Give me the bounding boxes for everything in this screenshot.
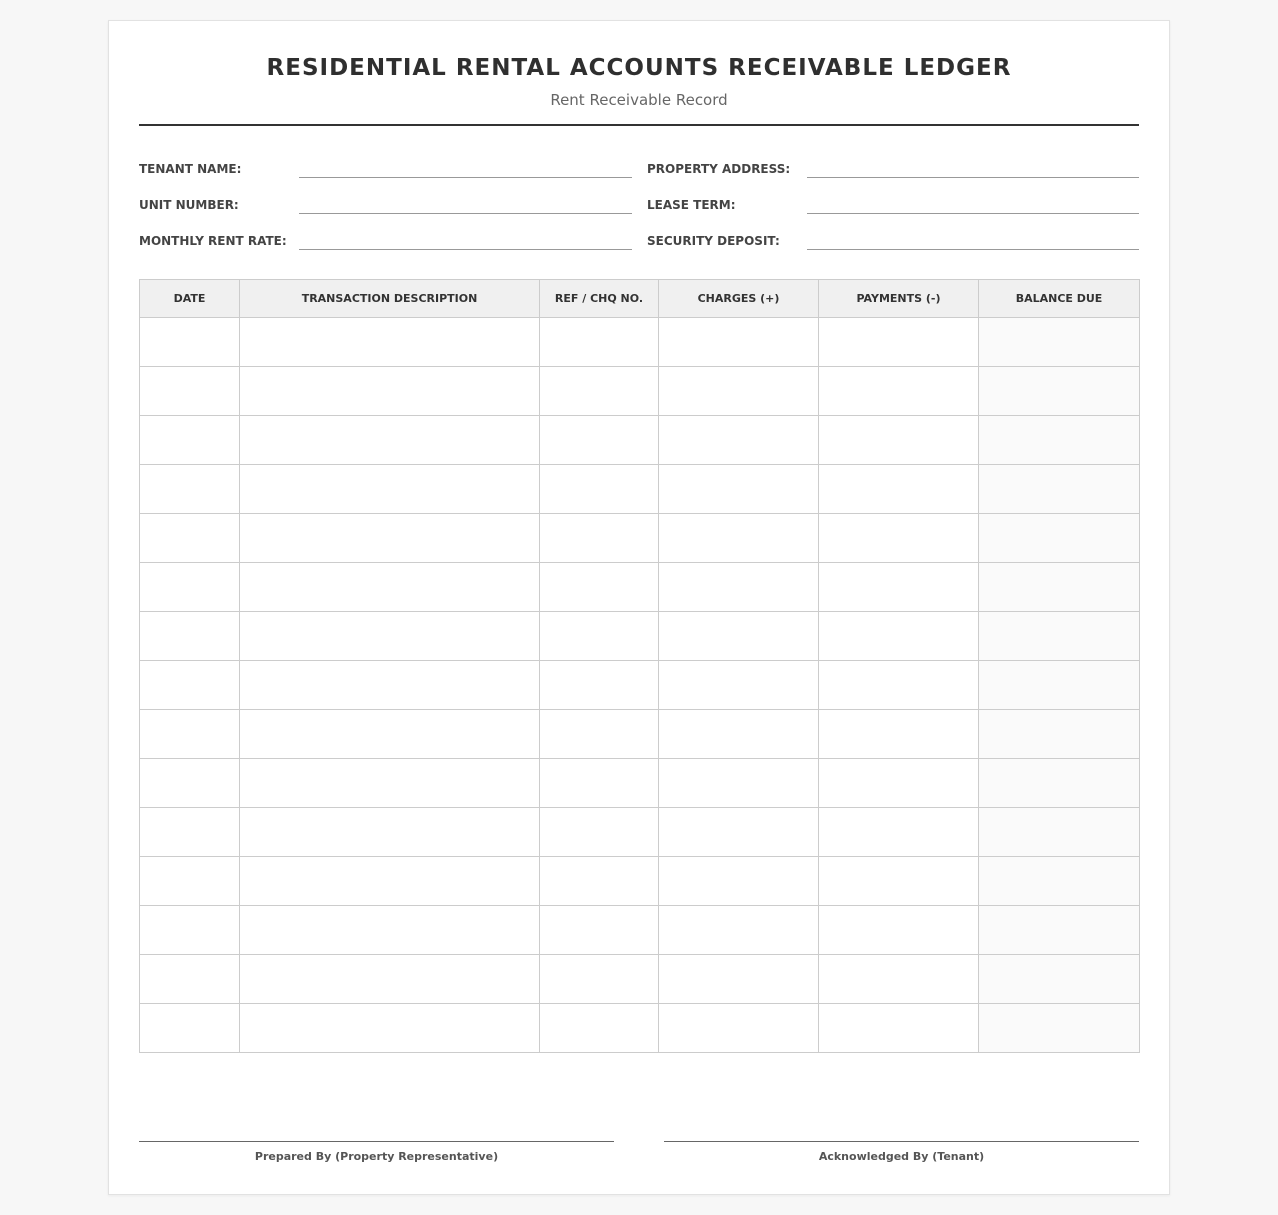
table-row [140,612,1140,661]
payments-cell[interactable] [819,318,979,367]
payments-cell[interactable] [819,955,979,1004]
ledger-table [139,279,1140,1053]
tenant-name-label: TENANT NAME: [139,162,242,176]
description-cell[interactable] [240,514,540,563]
monthly-rent-rate-label: MONTHLY RENT RATE: [139,234,287,248]
charges-cell[interactable] [659,318,819,367]
column-header-description: TRANSACTION DESCRIPTION [240,280,540,318]
balance-cell[interactable] [979,661,1140,710]
charges-cell[interactable] [659,416,819,465]
field-row [139,195,1139,231]
charges-cell[interactable] [659,906,819,955]
description-cell[interactable] [240,367,540,416]
description-cell[interactable] [240,808,540,857]
charges-cell[interactable] [659,612,819,661]
ref-cell[interactable] [540,955,659,1004]
table-row [140,661,1140,710]
unit-number-label: UNIT NUMBER: [139,198,239,212]
charges-cell[interactable] [659,465,819,514]
balance-cell[interactable] [979,955,1140,1004]
payments-cell[interactable] [819,1004,979,1053]
property-address-label: PROPERTY ADDRESS: [647,162,791,176]
date-cell[interactable] [140,465,240,514]
charges-cell[interactable] [659,759,819,808]
ref-cell[interactable] [540,367,659,416]
payments-cell[interactable] [819,465,979,514]
date-cell[interactable] [140,318,240,367]
column-header-date: DATE [140,280,240,318]
ref-cell[interactable] [540,710,659,759]
date-cell[interactable] [140,759,240,808]
charges-cell[interactable] [659,1004,819,1053]
table-row [140,808,1140,857]
ref-cell[interactable] [540,514,659,563]
balance-cell[interactable] [979,759,1140,808]
description-cell[interactable] [240,1004,540,1053]
page-title: RESIDENTIAL RENTAL ACCOUNTS RECEIVABLE LEDGER [266,55,1012,81]
table-row [140,710,1140,759]
ref-cell[interactable] [540,759,659,808]
table-row [140,759,1140,808]
date-cell[interactable] [140,955,240,1004]
table-row [140,514,1140,563]
table-row [140,857,1140,906]
date-cell[interactable] [140,367,240,416]
date-cell[interactable] [140,612,240,661]
table-header-row [140,280,1140,318]
payments-cell[interactable] [819,857,979,906]
field-row [139,159,1139,195]
ref-cell[interactable] [540,563,659,612]
balance-cell[interactable] [979,318,1140,367]
signature-section [139,1141,1139,1171]
ref-cell[interactable] [540,465,659,514]
balance-cell[interactable] [979,465,1140,514]
description-cell[interactable] [240,465,540,514]
charges-cell[interactable] [659,808,819,857]
charges-cell[interactable] [659,514,819,563]
date-cell[interactable] [140,661,240,710]
charges-cell[interactable] [659,367,819,416]
lease-term-field[interactable] [807,213,1139,214]
date-cell[interactable] [140,906,240,955]
ref-cell[interactable] [540,1004,659,1053]
tenant-name-field[interactable] [299,177,632,178]
balance-cell[interactable] [979,808,1140,857]
payments-cell[interactable] [819,906,979,955]
payments-cell[interactable] [819,710,979,759]
security-deposit-label: SECURITY DEPOSIT: [647,234,780,248]
balance-cell[interactable] [979,367,1140,416]
lease-term-label: LEASE TERM: [647,198,736,212]
balance-cell[interactable] [979,906,1140,955]
description-cell[interactable] [240,612,540,661]
table-row [140,906,1140,955]
payments-cell[interactable] [819,759,979,808]
table-row [140,465,1140,514]
payments-cell[interactable] [819,661,979,710]
payments-cell[interactable] [819,612,979,661]
ref-cell[interactable] [540,318,659,367]
ref-cell[interactable] [540,906,659,955]
table-row [140,563,1140,612]
description-cell[interactable] [240,710,540,759]
balance-cell[interactable] [979,563,1140,612]
monthly-rent-rate-field[interactable] [299,249,632,250]
balance-cell[interactable] [979,612,1140,661]
column-header-payments: PAYMENTS (-) [819,280,979,318]
table-row [140,1004,1140,1053]
description-cell[interactable] [240,563,540,612]
unit-number-field[interactable] [299,213,632,214]
description-cell[interactable] [240,661,540,710]
payments-cell[interactable] [819,563,979,612]
balance-cell[interactable] [979,416,1140,465]
payments-cell[interactable] [819,514,979,563]
charges-cell[interactable] [659,661,819,710]
charges-cell[interactable] [659,710,819,759]
table-row [140,367,1140,416]
description-cell[interactable] [240,416,540,465]
description-cell[interactable] [240,759,540,808]
balance-cell[interactable] [979,514,1140,563]
description-cell[interactable] [240,906,540,955]
column-header-ref: REF / CHQ NO. [540,280,659,318]
ref-cell[interactable] [540,808,659,857]
page-subtitle: Rent Receivable Record [550,91,728,109]
payments-cell[interactable] [819,367,979,416]
charges-cell[interactable] [659,955,819,1004]
payments-cell[interactable] [819,808,979,857]
date-cell[interactable] [140,1004,240,1053]
ref-cell[interactable] [540,661,659,710]
ledger-page [108,20,1170,1195]
ref-cell[interactable] [540,416,659,465]
date-cell[interactable] [140,563,240,612]
ref-cell[interactable] [540,612,659,661]
balance-cell[interactable] [979,1004,1140,1053]
ref-cell[interactable] [540,857,659,906]
balance-cell[interactable] [979,710,1140,759]
description-cell[interactable] [240,318,540,367]
charges-cell[interactable] [659,563,819,612]
date-cell[interactable] [140,710,240,759]
date-cell[interactable] [140,514,240,563]
date-cell[interactable] [140,416,240,465]
acknowledged-by-signature[interactable]: Acknowledged By (Tenant) [664,1141,1139,1163]
table-row [140,318,1140,367]
description-cell[interactable] [240,955,540,1004]
property-address-field[interactable] [807,177,1139,178]
description-cell[interactable] [240,857,540,906]
table-row [140,416,1140,465]
security-deposit-field[interactable] [807,249,1139,250]
table-row [140,955,1140,1004]
document-header [139,21,1139,126]
tenant-info-fields [139,159,1139,267]
charges-cell[interactable] [659,857,819,906]
date-cell[interactable] [140,808,240,857]
balance-cell[interactable] [979,857,1140,906]
payments-cell[interactable] [819,416,979,465]
ledger-body [140,318,1140,1053]
column-header-balance: BALANCE DUE [979,280,1140,318]
prepared-by-signature[interactable]: Prepared By (Property Representative) [139,1141,614,1163]
date-cell[interactable] [140,857,240,906]
column-header-charges: CHARGES (+) [659,280,819,318]
field-row [139,231,1139,267]
